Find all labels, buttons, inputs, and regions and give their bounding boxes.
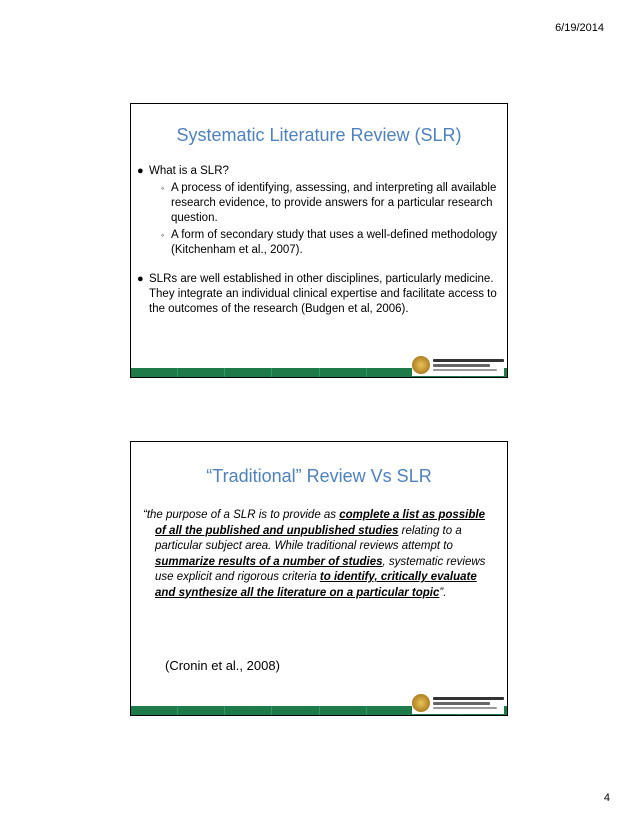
definition-quote [137,508,497,601]
page-number: 4 [603,792,610,804]
slide-title: “Traditional” Review Vs SLR [206,466,432,486]
bullet-text: What is a SLR? [149,165,229,177]
bullet-dot-icon: ● [137,165,144,177]
bullet-dot-icon: ● [137,273,144,285]
quote-text: “the purpose of a SLR is to provide as [143,509,340,521]
page-date: 6/19/2014 [555,22,604,34]
sub-bullet-ring-icon: ◦ [161,183,165,193]
slide-title: Systematic Literature Review (SLR) [176,125,462,145]
citation: (Cronin et al., 2008) [165,658,280,673]
sub-bullet-ring-icon: ◦ [161,230,165,240]
sub-bullet-item [161,181,499,226]
sub-bullet-text: A process of identifying, assessing, and interpreting all available research evidence, to provide answers for a particular research question. [171,182,497,224]
quote-text: ”. [439,586,447,599]
slide-traditional-vs-slr [130,441,508,716]
bullet-item [137,164,499,258]
quote-text: , systematic reviews use explicit and rigorous criteria [155,555,486,583]
bullet-item [137,272,499,317]
university-logo-icon [412,692,504,714]
sub-bullet-text: A form of secondary study that uses a well-defined methodology (Kitchenham et al., 2007). [171,229,498,256]
sub-bullet-item [161,228,499,258]
emphasis-text: to identify, critically evaluate and synthesize all the literature on a particular topic [155,571,477,599]
emphasis-text: summarize results of a number of studies [155,555,383,568]
emphasis-text: complete a list as possible of all the published and unpublished studies [155,509,485,537]
university-logo-icon [412,354,504,376]
quote-text: relating to a particular subject area. While traditional reviews attempt to [155,524,462,552]
slide-systematic-literature-review [130,103,508,378]
bullet-text: SLRs are well established in other disciplines, particularly medicine. They integrate an individual clinical expertise and facilitate access to the outcomes of the research (Budgen et al, 2006). [149,273,497,315]
slide-body [137,164,499,326]
